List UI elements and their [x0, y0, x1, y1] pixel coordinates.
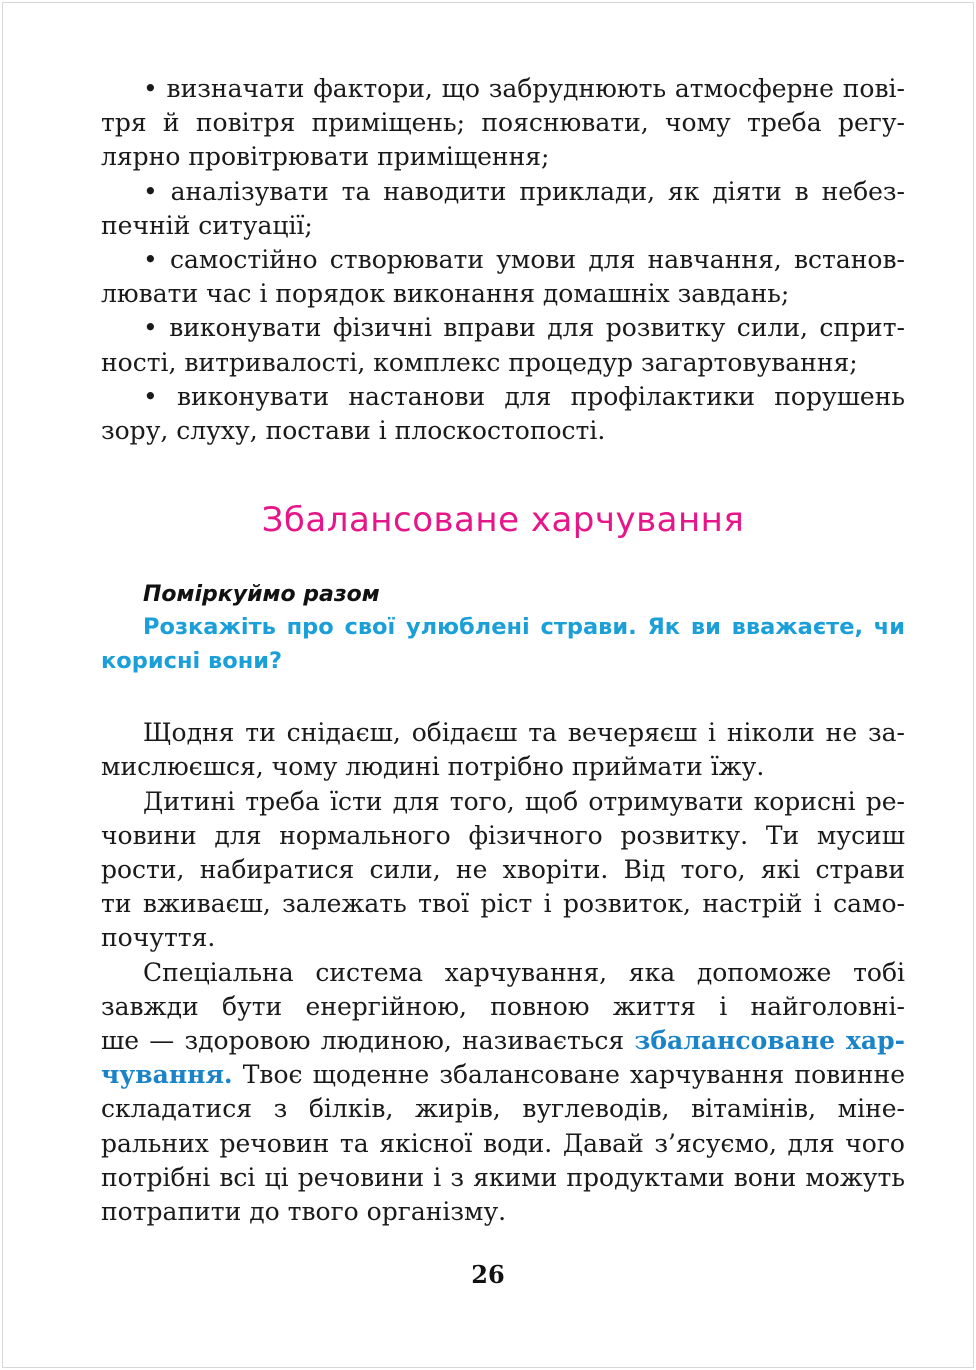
discussion-question [101, 610, 905, 678]
list-line: лювати час і порядок виконання домашніх завдань; [101, 279, 790, 309]
text-line: ти вживаєш, залежать твої ріст і розвиток, настрій і само- [101, 889, 905, 919]
list-line: лярно провітрювати приміщення; [101, 142, 550, 172]
list-line: ності, витривалості, комплекс процедур загартовування; [101, 347, 858, 377]
list-line: • аналізувати та наводити приклади, як діяти в небез- [143, 176, 905, 206]
text-line: складатися з білків, жирів, вуглеводів, вітамінів, міне- [101, 1094, 905, 1124]
text-segment: ше — здоровою людиною, називається [101, 1026, 635, 1056]
text-line: човини для нормального фізичного розвитку. Ти мусиш [101, 820, 905, 850]
text-line: потрібні всі ці речовини і з якими продуктами вони можуть [101, 1162, 905, 1192]
paragraph-3 [101, 956, 905, 1230]
text-line: Дитині треба їсти для того, щоб отримувати корисні ре- [143, 786, 905, 816]
list-line: • самостійно створювати умови для навчання, встанов- [143, 245, 905, 275]
paragraph-1 [101, 716, 905, 784]
text-line: рости, набиратися сили, не хворіти. Від того, які страви [101, 855, 905, 885]
list-line: • виконувати настанови для профілактики порушень [143, 381, 905, 411]
key-term: збалансоване хар- [634, 1026, 905, 1056]
list-line: • виконувати фізичні вправи для розвитку сили, сприт- [143, 313, 905, 343]
list-line: • визначати фактори, що забруднюють атмосферне пові- [143, 74, 905, 103]
text-line: ральних речовин та якісної води. Давай з’ясуємо, для чого [101, 1128, 905, 1158]
question-line: Розкажіть про свої улюблені страви. Як ви вважаєте, чи [143, 614, 905, 641]
page-number: 26 [471, 1260, 505, 1289]
section-title: Збалансоване харчування [261, 500, 745, 541]
paragraph-2 [101, 785, 905, 956]
text-line [101, 1024, 905, 1058]
page-content [101, 72, 905, 1229]
think-together-heading: Поміркуймо разом [143, 582, 380, 608]
text-line: завжди бути енергійною, повною життя і найголовні- [101, 991, 905, 1021]
text-line: почуття. [101, 923, 216, 953]
text-line: Щодня ти снідаєш, обідаєш та вечеряєш і ніколи не за- [143, 718, 905, 748]
text-segment: Твоє щоденне збалансоване харчування повинне [232, 1060, 905, 1090]
text-line: мислюєшся, чому людині потрібно приймати їжу. [101, 752, 765, 782]
learning-outcomes-list [101, 72, 905, 448]
list-line: тря й повітря приміщень; пояснювати, чому треба регу- [101, 108, 905, 138]
question-line: корисні вони? [101, 648, 283, 675]
key-term: чування. [101, 1060, 233, 1090]
text-line: потрапити до твого організму. [101, 1197, 507, 1227]
text-line [101, 1058, 905, 1092]
list-line: печній ситуації; [101, 210, 313, 240]
text-line: Спеціальна система харчування, яка допоможе тобі [143, 957, 905, 987]
list-line: зору, слуху, постави і плоскостопості. [101, 416, 606, 446]
